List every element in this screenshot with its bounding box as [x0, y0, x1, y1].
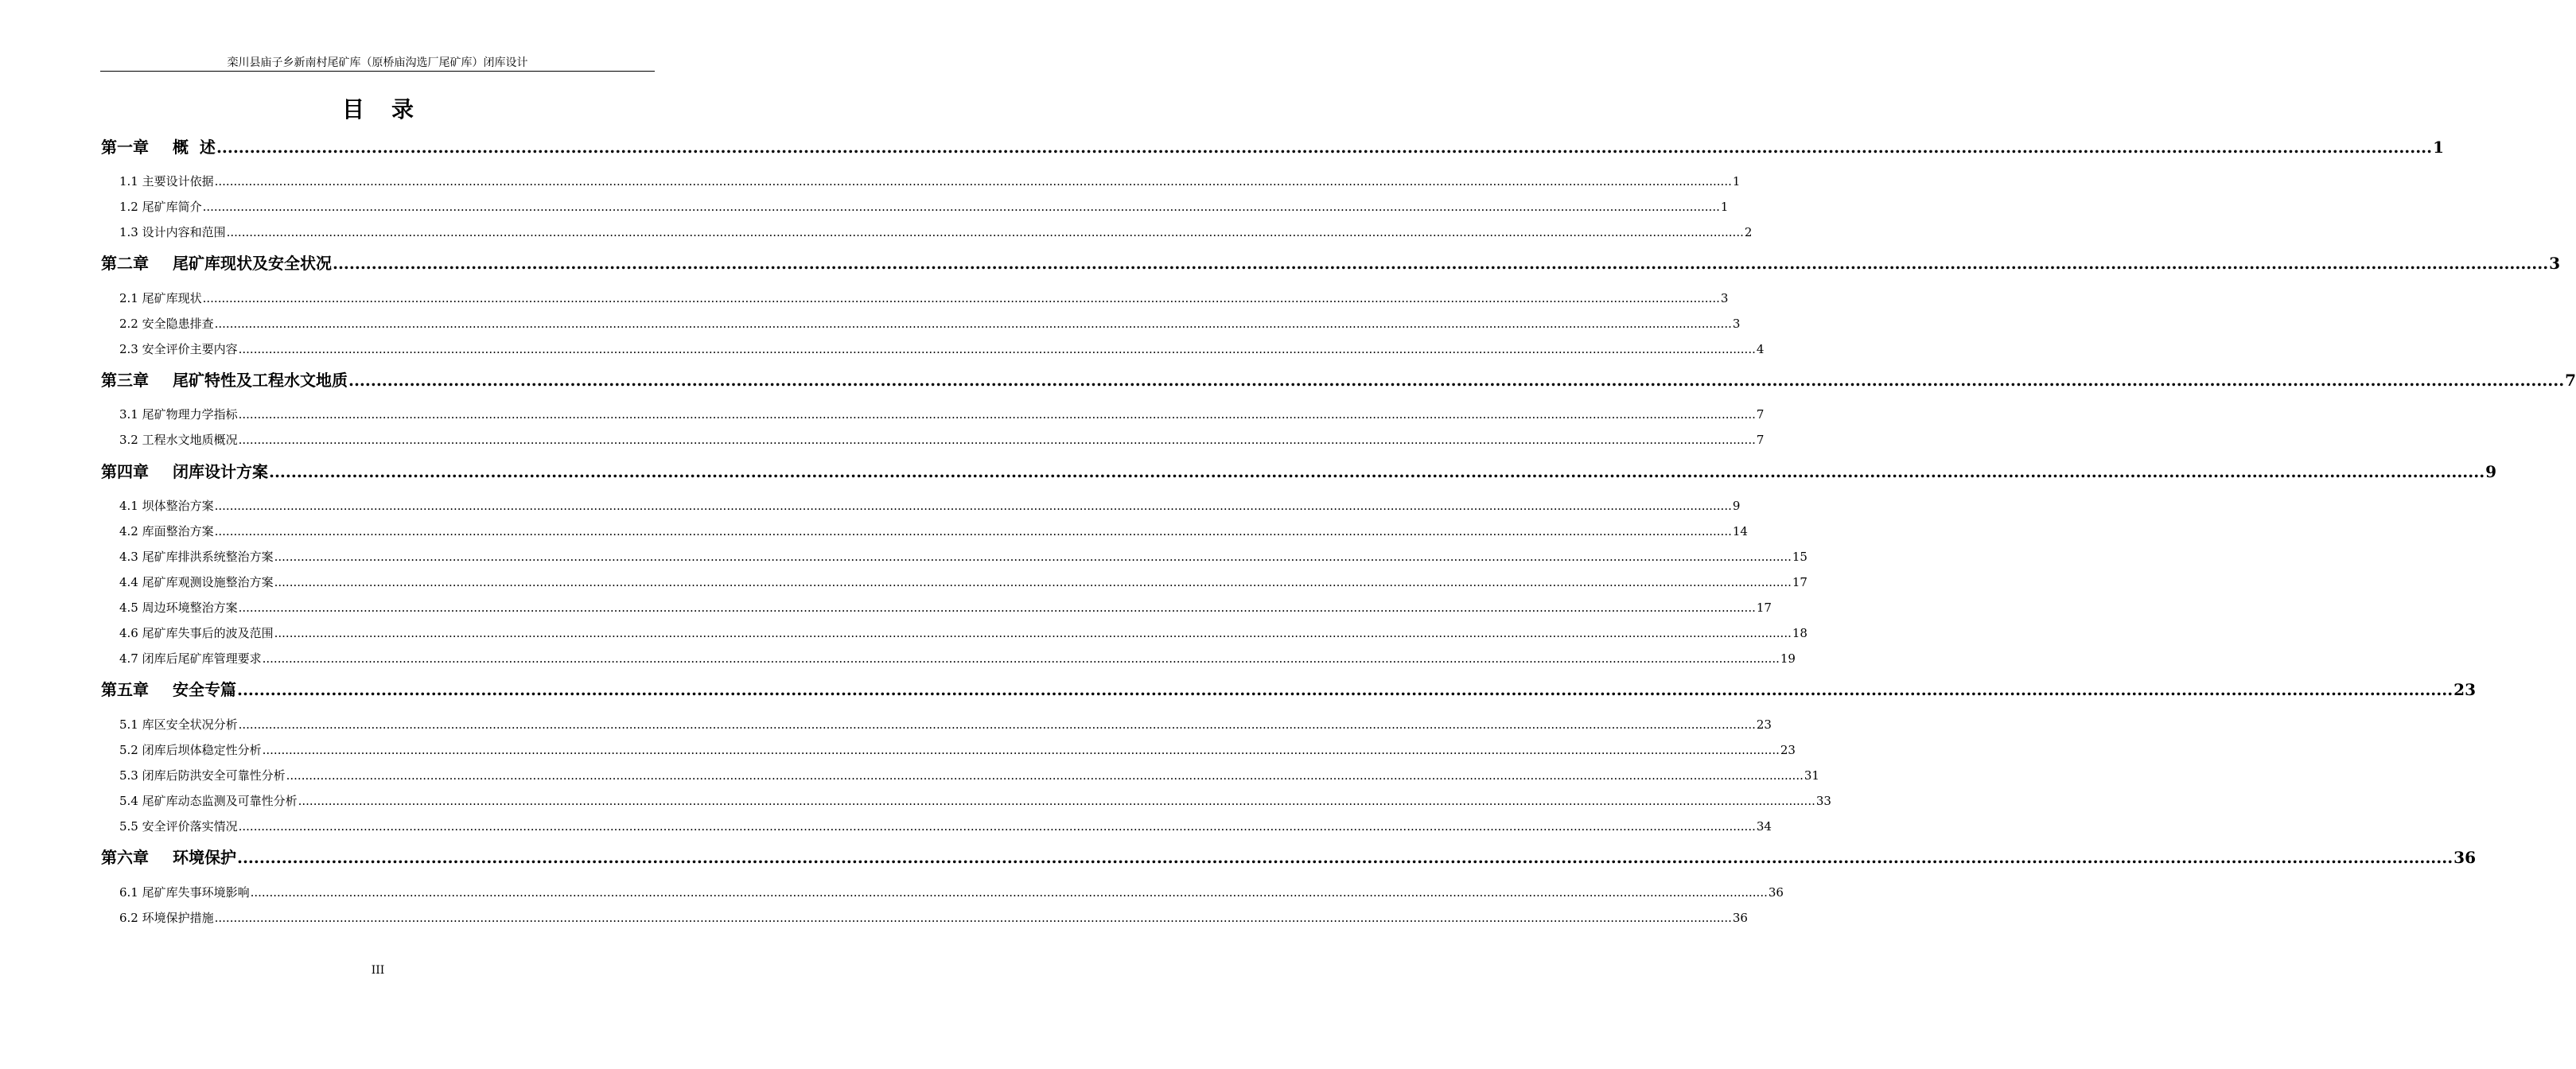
toc-section-entry[interactable]: [119, 717, 1772, 733]
toc-page-number: 7: [2565, 371, 2576, 390]
toc-dot-leader: ................................................................................................................................................................................................................................................................................................................................................................................................................: [238, 407, 1756, 422]
toc-section-title: 6.1 尾矿库失事环境影响: [119, 885, 250, 900]
toc-dot-leader: ................................................................................................................................................................................................................................................................................................................................................................................................................: [238, 717, 1756, 732]
toc-chapter-label: [101, 461, 268, 483]
toc-dot-leader: ................................................................................................................................................................................................................................................................................................................................................................................................................: [214, 911, 1732, 925]
toc-page-number: 3: [1720, 291, 1729, 305]
toc-section-title: 1.1 主要设计依据: [119, 174, 214, 189]
toc-dot-leader: ................................................................................................................................................................................................................................................................................................................................................................................................................: [274, 575, 1792, 589]
toc-section-entry[interactable]: [119, 574, 1807, 590]
toc-section-title: 5.1 库区安全状况分析: [119, 717, 238, 732]
toc-page-number: 2: [1744, 225, 1753, 239]
toc-section-title: 4.5 周边环境整治方案: [119, 601, 238, 615]
toc-chapter-entry[interactable]: [101, 369, 2576, 391]
toc-dot-leader: ................................................................................................................................................................................................................................................................................................................................................................................................................: [286, 768, 1804, 783]
toc-dot-leader: ................................................................................................................................................................................................................................................................................................................................................................................................................: [238, 819, 1756, 834]
toc-dot-leader: ................................................................................................................................................................................................................................................................................................................................................................................................................: [237, 680, 2453, 699]
toc-page-number: 9: [1732, 499, 1741, 513]
toc-section-title: 3.1 尾矿物理力学指标: [119, 407, 238, 422]
toc-section-entry[interactable]: [119, 523, 1748, 539]
toc-page-number: 4: [1756, 342, 1765, 356]
toc-section-title: 5.5 安全评价落实情况: [119, 819, 238, 834]
page-number: III: [371, 964, 385, 977]
toc-section-entry[interactable]: [119, 768, 1819, 783]
toc-chapter-number: 第三章: [101, 371, 149, 390]
toc-chapter-number: 第四章: [101, 462, 149, 481]
toc-section-entry[interactable]: [119, 341, 1765, 357]
toc-section-entry[interactable]: [119, 549, 1807, 565]
toc-dot-leader: ................................................................................................................................................................................................................................................................................................................................................................................................................: [202, 291, 1720, 305]
toc-dot-leader: ................................................................................................................................................................................................................................................................................................................................................................................................................: [237, 848, 2453, 867]
toc-chapter-entry[interactable]: [101, 678, 2476, 701]
toc-section-title: 1.2 尾矿库简介: [119, 200, 202, 214]
toc-section-title: 2.1 尾矿库现状: [119, 291, 202, 305]
toc-dot-leader: ................................................................................................................................................................................................................................................................................................................................................................................................................: [262, 743, 1780, 757]
toc-chapter-entry[interactable]: [101, 846, 2476, 869]
toc-page-number: 7: [1756, 407, 1765, 422]
toc-chapter-number: 第二章: [101, 254, 149, 273]
toc-page-number: 36: [1732, 911, 1748, 925]
toc-section-entry[interactable]: [119, 290, 1729, 306]
toc-page-number: 23: [1780, 743, 1796, 757]
toc-chapter-title: 闭库设计方案: [173, 462, 268, 481]
toc-section-title: 1.3 设计内容和范围: [119, 225, 226, 239]
toc-chapter-title: 安全专篇: [173, 680, 236, 699]
toc-chapter-title: 概 述: [173, 138, 216, 157]
toc-dot-leader: ................................................................................................................................................................................................................................................................................................................................................................................................................: [238, 342, 1756, 356]
toc-section-entry[interactable]: [119, 793, 1831, 809]
toc-chapter-entry[interactable]: [101, 136, 2445, 158]
toc-dot-leader: ................................................................................................................................................................................................................................................................................................................................................................................................................: [269, 462, 2485, 481]
toc-page-number: 23: [1756, 717, 1772, 732]
toc-page-number: 23: [2453, 680, 2476, 699]
toc-chapter-number: 第一章: [101, 138, 149, 157]
toc-section-entry[interactable]: [119, 818, 1772, 834]
toc-page-number: 36: [1768, 885, 1784, 900]
toc-chapter-number: 第五章: [101, 680, 149, 699]
toc-dot-leader: ................................................................................................................................................................................................................................................................................................................................................................................................................: [348, 371, 2565, 390]
toc-page-number: 33: [1815, 794, 1831, 808]
toc-page-number: 1: [1732, 174, 1741, 189]
toc-dot-leader: ................................................................................................................................................................................................................................................................................................................................................................................................................: [274, 550, 1792, 564]
toc-section-entry[interactable]: [119, 651, 1796, 667]
toc-page-number: 31: [1804, 768, 1819, 783]
toc-section-entry[interactable]: [119, 224, 1753, 240]
toc-page-number: 7: [1756, 433, 1765, 447]
toc-section-title: 4.3 尾矿库排洪系统整治方案: [119, 550, 274, 564]
toc-dot-leader: ................................................................................................................................................................................................................................................................................................................................................................................................................: [226, 225, 1744, 239]
toc-section-entry[interactable]: [119, 498, 1741, 514]
toc-dot-leader: ................................................................................................................................................................................................................................................................................................................................................................................................................: [274, 626, 1792, 640]
toc-dot-leader: ................................................................................................................................................................................................................................................................................................................................................................................................................: [216, 138, 2433, 157]
toc-page-number: 9: [2485, 462, 2497, 481]
toc-dot-leader: ................................................................................................................................................................................................................................................................................................................................................................................................................: [298, 794, 1815, 808]
toc-page-number: 15: [1792, 550, 1807, 564]
toc-chapter-title: 尾矿库现状及安全状况: [173, 254, 332, 273]
toc-section-title: 6.2 环境保护措施: [119, 911, 214, 925]
toc-section-title: 4.2 库面整治方案: [119, 524, 214, 538]
toc-page-number: 1: [2433, 138, 2445, 157]
toc-page-number: 14: [1732, 524, 1748, 538]
toc-dot-leader: ................................................................................................................................................................................................................................................................................................................................................................................................................: [202, 200, 1720, 214]
toc-chapter-label: [101, 369, 348, 391]
toc-page-number: 17: [1756, 601, 1772, 615]
toc-section-entry[interactable]: [119, 173, 1741, 189]
toc-dot-leader: ................................................................................................................................................................................................................................................................................................................................................................................................................: [250, 885, 1768, 900]
toc-section-title: 2.2 安全隐患排查: [119, 317, 214, 331]
toc-section-entry[interactable]: [119, 316, 1741, 332]
toc-dot-leader: ................................................................................................................................................................................................................................................................................................................................................................................................................: [214, 524, 1732, 538]
toc-chapter-label: [101, 252, 332, 274]
toc-section-entry[interactable]: [119, 625, 1807, 641]
running-header: 栾川县庙子乡新南村尾矿库（原桥庙沟选厂尾矿库）闭库设计: [100, 56, 655, 72]
toc-section-entry[interactable]: [119, 742, 1796, 758]
toc-chapter-title: 尾矿特性及工程水文地质: [173, 371, 348, 390]
toc-section-entry[interactable]: [119, 910, 1748, 926]
toc-page-number: 36: [2453, 848, 2476, 867]
toc-chapter-number: 第六章: [101, 848, 149, 867]
toc-chapter-title: 环境保护: [173, 848, 236, 867]
toc-section-title: 2.3 安全评价主要内容: [119, 342, 238, 356]
page-title: 目录: [341, 96, 441, 122]
toc-section-entry[interactable]: [119, 406, 1765, 422]
toc-dot-leader: ................................................................................................................................................................................................................................................................................................................................................................................................................: [333, 254, 2549, 273]
toc-chapter-entry[interactable]: [101, 252, 2561, 274]
toc-chapter-label: [101, 136, 216, 158]
toc-section-title: 3.2 工程水文地质概况: [119, 433, 238, 447]
toc-section-title: 5.4 尾矿库动态监测及可靠性分析: [119, 794, 298, 808]
toc-chapter-label: [101, 678, 236, 701]
toc-page-number: 3: [2549, 254, 2561, 273]
toc-dot-leader: ................................................................................................................................................................................................................................................................................................................................................................................................................: [238, 601, 1756, 615]
toc-dot-leader: ................................................................................................................................................................................................................................................................................................................................................................................................................: [214, 317, 1732, 331]
toc-dot-leader: ................................................................................................................................................................................................................................................................................................................................................................................................................: [214, 499, 1732, 513]
toc-section-entry[interactable]: [119, 199, 1729, 215]
toc-section-entry[interactable]: [119, 600, 1772, 616]
toc-dot-leader: ................................................................................................................................................................................................................................................................................................................................................................................................................: [214, 174, 1732, 189]
toc-dot-leader: ................................................................................................................................................................................................................................................................................................................................................................................................................: [238, 433, 1756, 447]
toc-section-title: 4.1 坝体整治方案: [119, 499, 214, 513]
toc-chapter-entry[interactable]: [101, 461, 2497, 483]
toc-section-entry[interactable]: [119, 432, 1765, 448]
toc-section-title: 5.3 闭库后防洪安全可靠性分析: [119, 768, 286, 783]
toc-dot-leader: ................................................................................................................................................................................................................................................................................................................................................................................................................: [262, 651, 1780, 666]
toc-page-number: 3: [1732, 317, 1741, 331]
toc-chapter-label: [101, 846, 236, 869]
toc-section-entry[interactable]: [119, 884, 1784, 900]
toc-section-title: 4.7 闭库后尾矿库管理要求: [119, 651, 262, 666]
toc-page-number: 19: [1780, 651, 1796, 666]
toc-page-number: 34: [1756, 819, 1772, 834]
toc-section-title: 5.2 闭库后坝体稳定性分析: [119, 743, 262, 757]
toc-page-number: 18: [1792, 626, 1807, 640]
toc-section-title: 4.6 尾矿库失事后的波及范围: [119, 626, 274, 640]
toc-section-title: 4.4 尾矿库观测设施整治方案: [119, 575, 274, 589]
toc-page-number: 17: [1792, 575, 1807, 589]
toc-page-number: 1: [1720, 200, 1729, 214]
